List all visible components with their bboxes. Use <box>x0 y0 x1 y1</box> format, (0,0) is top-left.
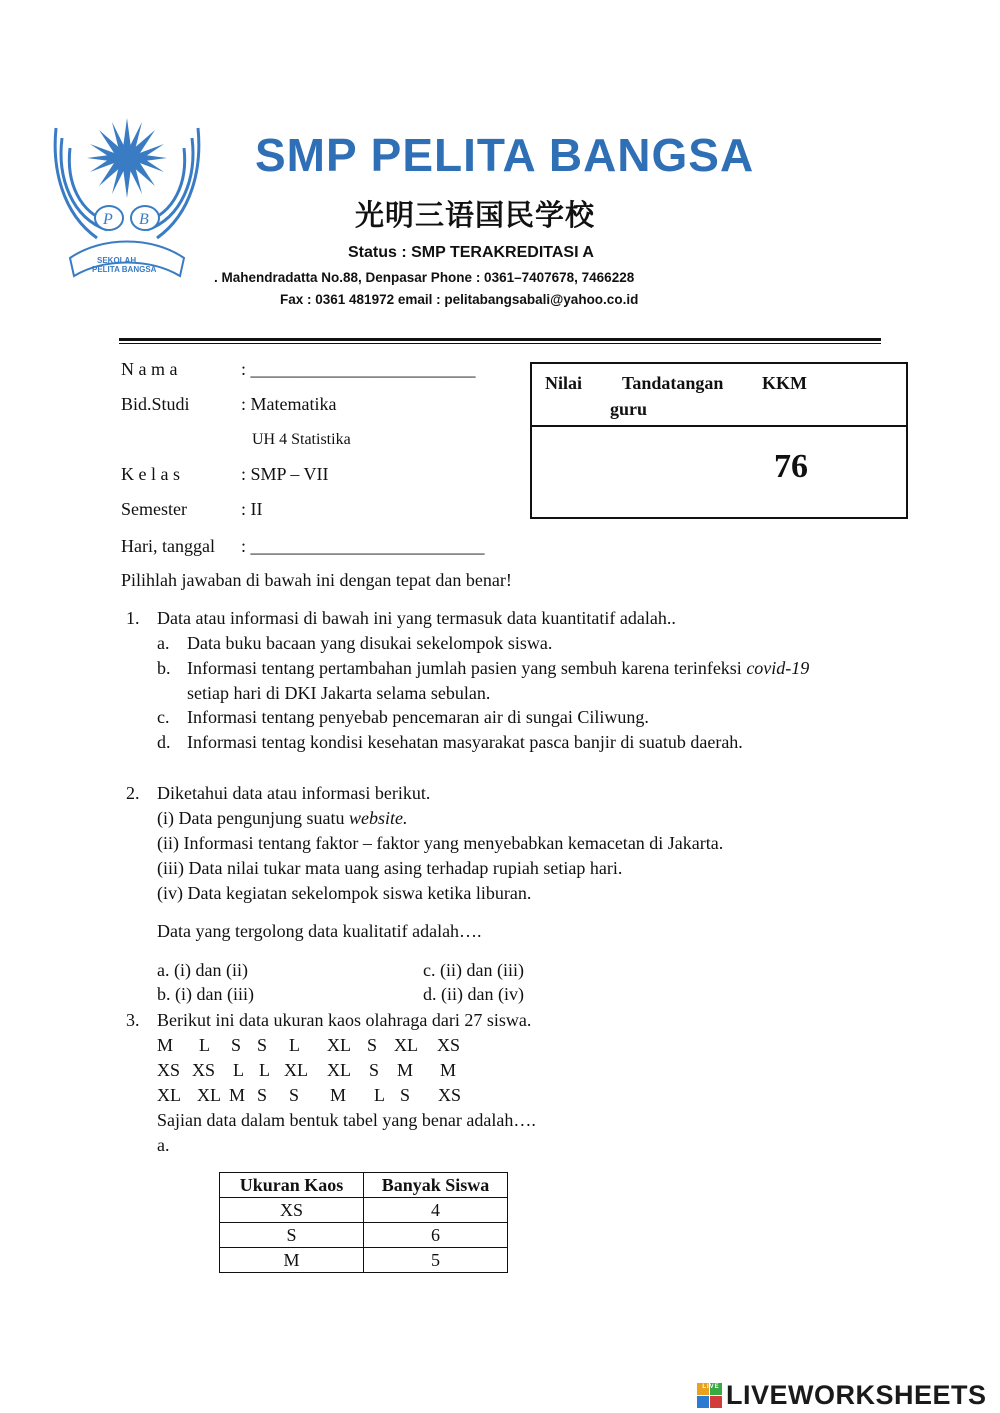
data-cell: XS <box>438 1085 462 1105</box>
q3-number: 3. <box>126 1010 140 1030</box>
q1-option-d-letter[interactable]: d. <box>157 732 171 752</box>
guru-header: guru <box>610 399 648 419</box>
bidstudi-label: Bid.Studi <box>121 394 190 414</box>
exam-title: UH 4 Statistika <box>252 431 351 448</box>
q2-item-i-text: (i) Data pengunjung suatu <box>157 808 349 828</box>
q2-prompt: Data yang tergolong data kualitatif adalah…. <box>157 921 482 941</box>
header-divider-thin <box>119 343 881 344</box>
semester-value: : II <box>241 499 263 519</box>
accreditation-status: Status : SMP TERAKREDITASI A <box>348 244 594 261</box>
data-cell: M <box>330 1085 347 1105</box>
data-cell: XL <box>197 1085 221 1105</box>
data-cell: L <box>374 1085 385 1105</box>
data-cell: S <box>369 1060 380 1080</box>
sun-emblem-icon <box>87 118 167 198</box>
header-divider <box>119 338 881 341</box>
nama-field[interactable]: : _________________________ <box>241 359 476 379</box>
hari-label: Hari, tanggal <box>121 536 215 556</box>
table-cell: 5 <box>364 1248 508 1273</box>
table-cell: 6 <box>364 1223 508 1248</box>
q2-item-iii: (iii) Data nilai tukar mata uang asing terhadap rupiah setiap hari. <box>157 858 623 878</box>
q2-item-i <box>157 808 407 829</box>
data-cell: S <box>289 1085 300 1105</box>
data-cell: S <box>257 1035 268 1055</box>
school-address: . Mahendradatta No.88, Denpasar Phone : 0361–7407678, 7466228 <box>214 270 635 285</box>
nilai-header: Nilai <box>545 373 583 393</box>
table-row <box>220 1248 508 1273</box>
school-name: SMP PELITA BANGSA <box>255 129 755 181</box>
svg-text:SEKOLAH: SEKOLAH <box>97 256 137 265</box>
data-cell: L <box>289 1035 300 1055</box>
q2-option-d[interactable]: d. (ii) dan (iv) <box>423 984 524 1004</box>
q1-text: Data atau informasi di bawah ini yang termasuk data kuantitatif adalah.. <box>157 608 676 628</box>
data-cell: S <box>400 1085 411 1105</box>
data-cell: M <box>157 1035 174 1055</box>
data-cell: XL <box>157 1085 181 1105</box>
logo-badge: LIVE <box>702 1384 720 1390</box>
q2-option-c[interactable]: c. (ii) dan (iii) <box>423 960 524 980</box>
hari-field[interactable]: : __________________________ <box>241 536 485 556</box>
school-fax-email: Fax : 0361 481972 email : pelitabangsabali@yahoo.co.id <box>280 292 639 307</box>
q1-option-b-cont: setiap hari di DKI Jakarta selama sebulan. <box>187 683 491 703</box>
q2-item-iv: (iv) Data kegiatan sekelompok siswa ketika liburan. <box>157 883 532 903</box>
q3-text: Berikut ini data ukuran kaos olahraga dari 27 siswa. <box>157 1010 532 1030</box>
q1-option-b[interactable] <box>187 658 809 679</box>
kkm-header: KKM <box>762 373 807 393</box>
nama-label: N a m a <box>121 359 178 379</box>
table-cell: M <box>220 1248 364 1273</box>
data-cell: XL <box>284 1060 308 1080</box>
data-cell: XL <box>327 1035 351 1055</box>
data-cell: L <box>199 1035 210 1055</box>
q2-item-i-italic: website. <box>348 808 408 828</box>
table-row <box>220 1223 508 1248</box>
table-cell: S <box>220 1223 364 1248</box>
instruction: Pilihlah jawaban di bawah ini dengan tepat dan benar! <box>121 570 512 590</box>
liveworksheets-brand: LIVEWORKSHEETS <box>726 1380 987 1410</box>
data-cell: L <box>233 1060 244 1080</box>
data-cell: XL <box>327 1060 351 1080</box>
data-cell: M <box>229 1085 246 1105</box>
table-row <box>220 1198 508 1223</box>
q2-item-ii: (ii) Informasi tentang faktor – faktor yang menyebabkan kemacetan di Jakarta. <box>157 833 724 853</box>
kelas-value: : SMP – VII <box>241 464 329 484</box>
school-logo <box>52 118 202 283</box>
q1-option-b-text: Informasi tentang pertambahan jumlah pasien yang sembuh karena terinfeksi <box>187 658 747 678</box>
q2-option-b[interactable]: b. (i) dan (iii) <box>157 984 254 1004</box>
score-box-divider <box>532 425 906 427</box>
data-cell: XL <box>394 1035 418 1055</box>
data-cell: S <box>367 1035 378 1055</box>
q1-option-d[interactable]: Informasi tentag kondisi kesehatan masyarakat pasca banjir di suatub daerah. <box>187 732 743 752</box>
table-cell: 4 <box>364 1198 508 1223</box>
data-cell: S <box>231 1035 242 1055</box>
q3-prompt: Sajian data dalam bentuk tabel yang benar adalah…. <box>157 1110 536 1130</box>
table-header-cell: Ukuran Kaos <box>220 1173 364 1198</box>
tandatangan-header: Tandatangan <box>622 373 724 393</box>
data-cell: S <box>257 1085 268 1105</box>
table-header-cell: Banyak Siswa <box>364 1173 508 1198</box>
q1-number: 1. <box>126 608 140 628</box>
q2-text: Diketahui data atau informasi berikut. <box>157 783 431 803</box>
kelas-label: K e l a s <box>121 464 180 484</box>
q1-option-a-letter[interactable]: a. <box>157 633 170 653</box>
bidstudi-value: : Matematika <box>241 394 337 414</box>
q1-option-b-letter[interactable]: b. <box>157 658 171 678</box>
data-cell: XS <box>437 1035 461 1055</box>
data-cell: L <box>259 1060 270 1080</box>
q3-option-a[interactable]: a. <box>157 1135 170 1155</box>
semester-label: Semester <box>121 499 187 519</box>
q1-option-c[interactable]: Informasi tentang penyebab pencemaran air di sungai Ciliwung. <box>187 707 649 727</box>
data-cell: XS <box>157 1060 181 1080</box>
q1-option-c-letter[interactable]: c. <box>157 707 170 727</box>
q2-number: 2. <box>126 783 140 803</box>
q1-option-a[interactable]: Data buku bacaan yang disukai sekelompok siswa. <box>187 633 553 653</box>
svg-text:PELITA BANGSA: PELITA BANGSA <box>92 265 157 274</box>
school-chinese-name: 光明三语国民学校 <box>355 198 596 232</box>
svg-text:B: B <box>139 211 149 228</box>
score-box <box>530 362 908 519</box>
table-cell: XS <box>220 1198 364 1223</box>
svg-text:P: P <box>103 211 113 228</box>
q1-option-b-italic: covid-19 <box>746 658 810 678</box>
data-cell: M <box>440 1060 457 1080</box>
table-header-row <box>220 1173 508 1198</box>
data-cell: XS <box>192 1060 216 1080</box>
q2-option-a[interactable]: a. (i) dan (ii) <box>157 960 248 980</box>
data-cell: M <box>397 1060 414 1080</box>
q3-option-a-table <box>219 1172 508 1273</box>
kkm-value: 76 <box>774 448 808 485</box>
